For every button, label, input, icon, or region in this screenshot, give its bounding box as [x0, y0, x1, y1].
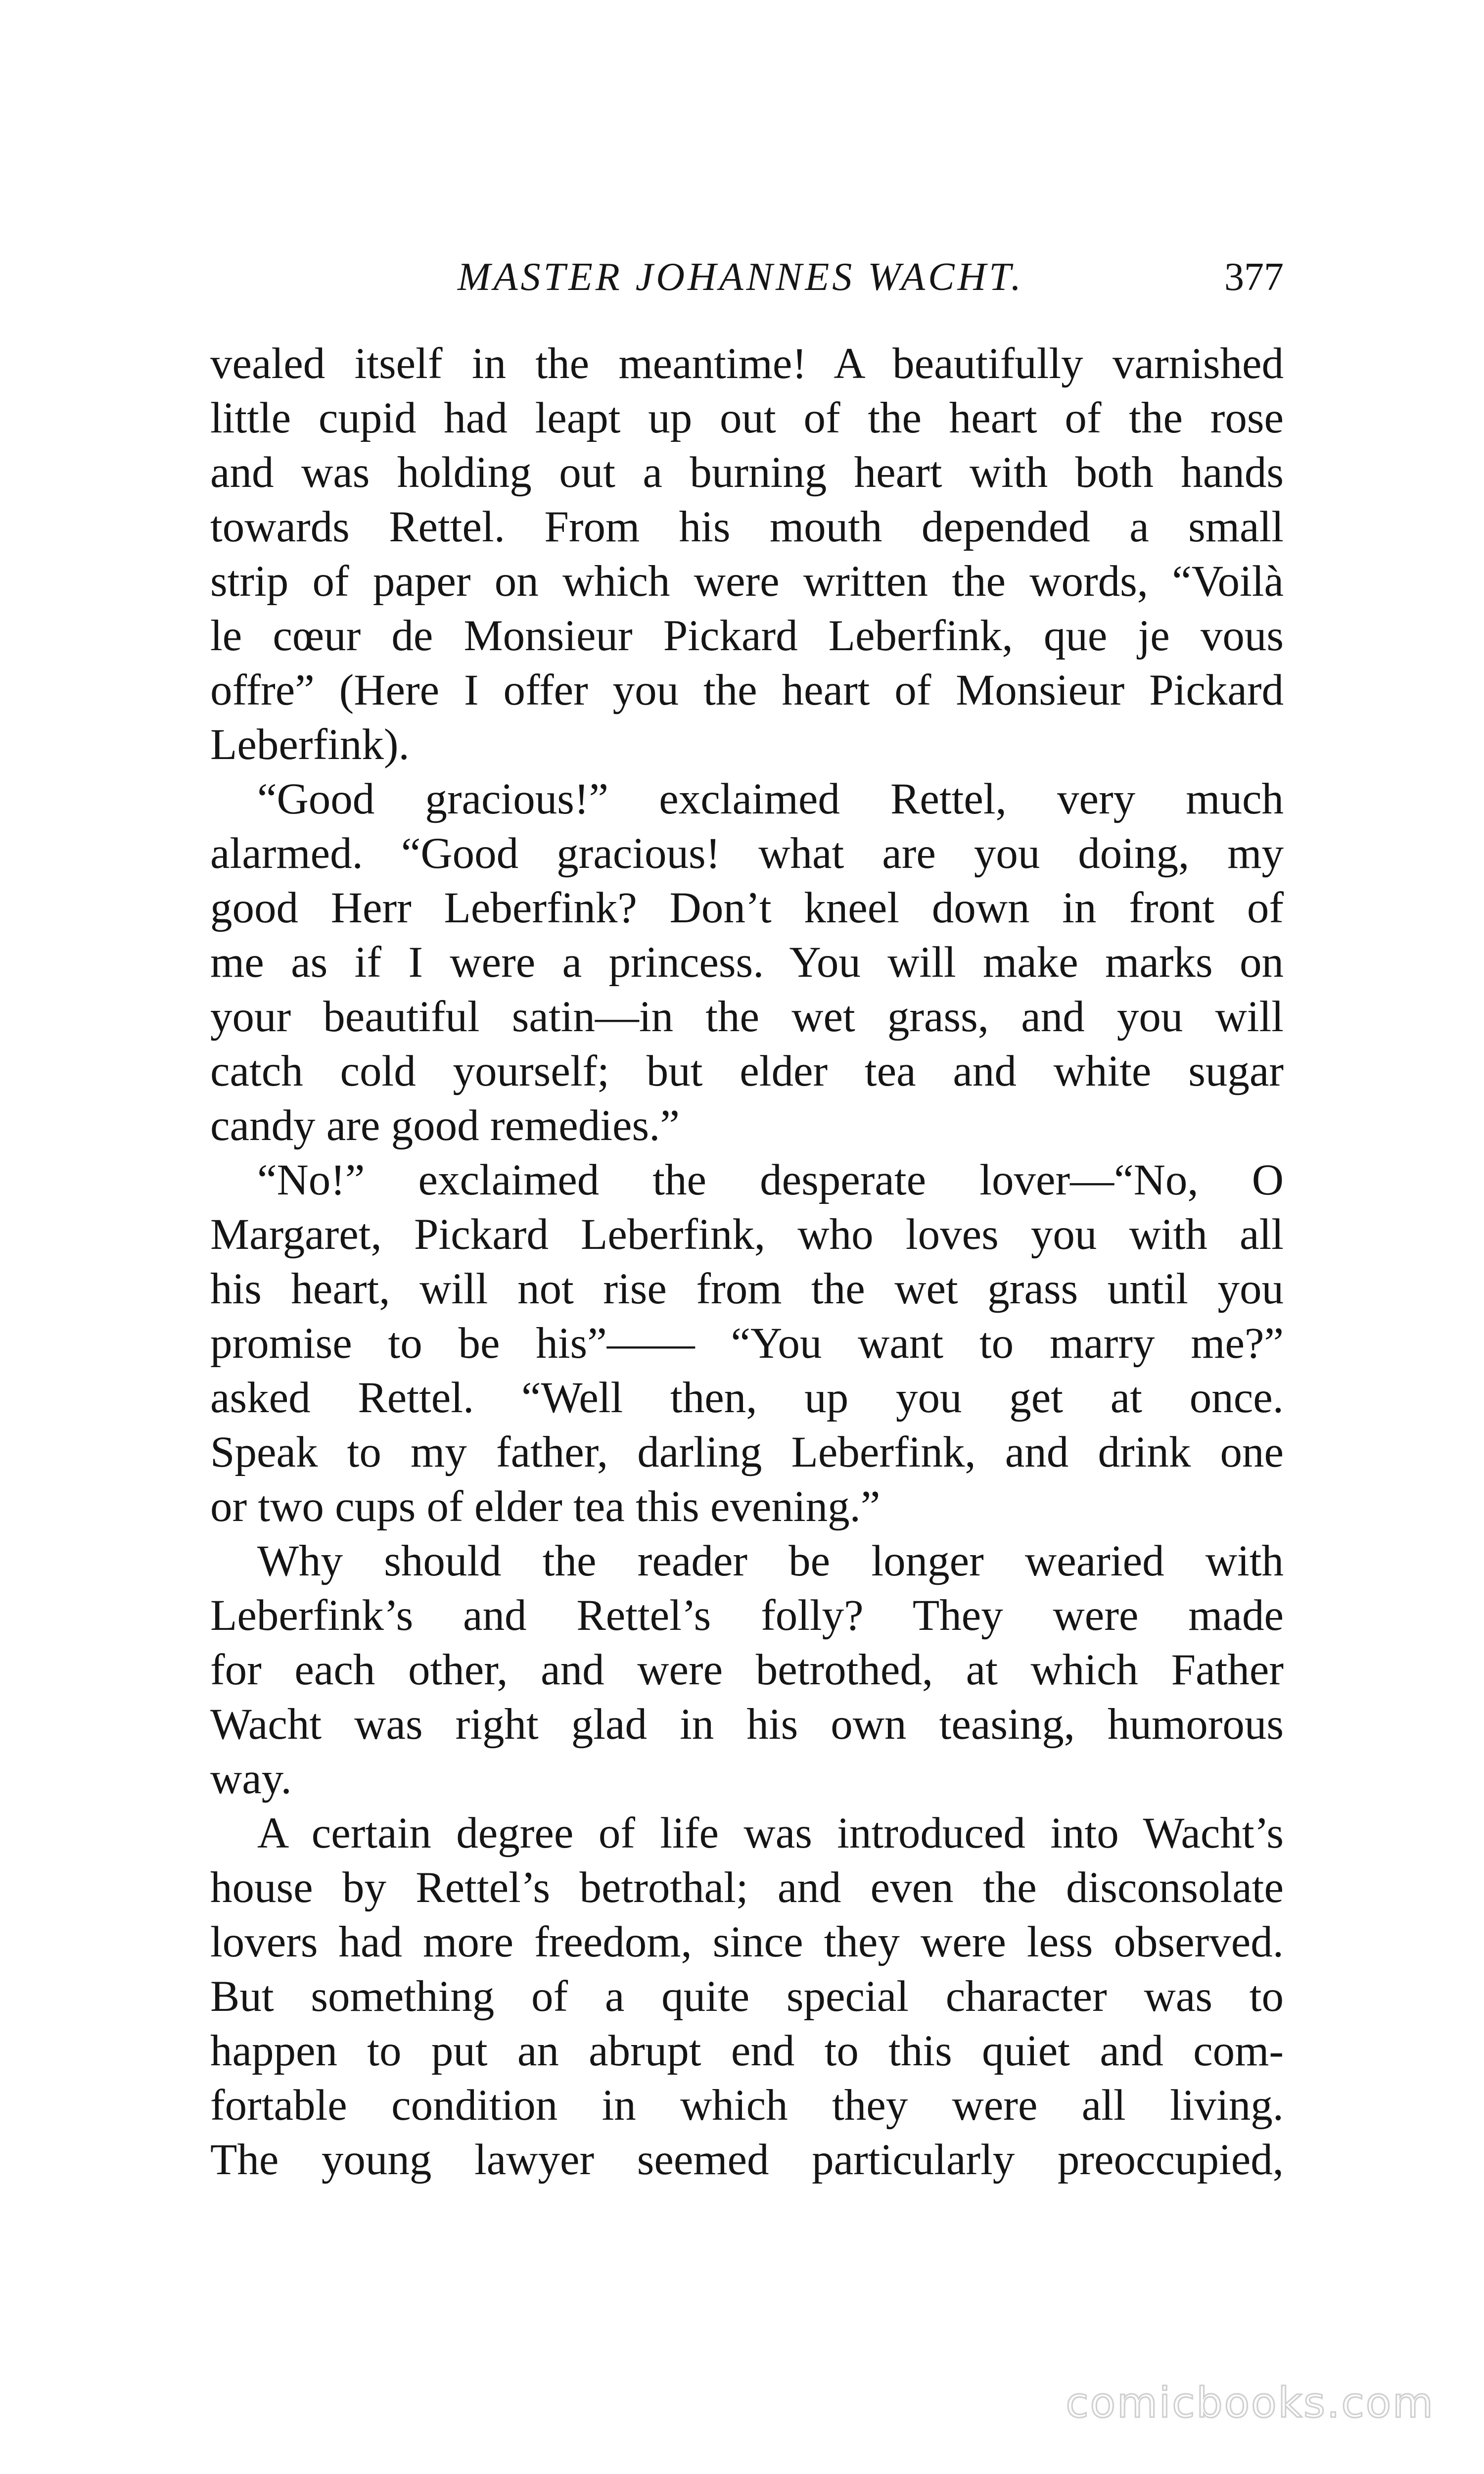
- text-line: promise to be his”—— “You want to marry me?”: [210, 1319, 1284, 1368]
- running-head-title: MASTER JOHANNES WACHT.: [458, 255, 1024, 299]
- text-line: candy are good remedies.”: [210, 1101, 680, 1150]
- text-line: little cupid had leapt up out of the heart of the rose: [210, 394, 1284, 442]
- text-line: way.: [210, 1755, 292, 1803]
- body-text: [210, 336, 1284, 2187]
- text-line: offre” (Here I offer you the heart of Monsieur Pickard: [210, 666, 1284, 714]
- text-line: house by Rettel’s betrothal; and even the disconsolate: [210, 1863, 1284, 1912]
- text-line: happen to put an abrupt end to this quiet and com-: [210, 2027, 1284, 2075]
- text-line: Wacht was right glad in his own teasing, humorous: [210, 1700, 1284, 1749]
- text-line: Speak to my father, darling Leberfink, and drink one: [210, 1428, 1284, 1476]
- page-number: 377: [1224, 255, 1284, 299]
- running-head: [210, 250, 1284, 304]
- watermark: comicbooks.com: [1066, 2379, 1435, 2427]
- text-line: good Herr Leberfink? Don’t kneel down in front of: [210, 884, 1284, 932]
- text-line: his heart, will not rise from the wet grass until you: [210, 1265, 1284, 1313]
- text-line: Why should the reader be longer wearied with: [257, 1537, 1284, 1585]
- text-line: strip of paper on which were written the words, “Voilà: [210, 557, 1284, 606]
- text-line: “No!” exclaimed the desperate lover—“No, O: [257, 1156, 1284, 1204]
- text-line: me as if I were a princess. You will make marks on: [210, 938, 1284, 987]
- text-line: alarmed. “Good gracious! what are you doing, my: [210, 829, 1284, 878]
- text-line: towards Rettel. From his mouth depended a small: [210, 503, 1284, 551]
- text-line: catch cold yourself; but elder tea and white sugar: [210, 1047, 1284, 1095]
- text-line: Margaret, Pickard Leberfink, who loves you with all: [210, 1210, 1284, 1259]
- text-line: But something of a quite special character was to: [210, 1972, 1284, 2021]
- text-line: le cœur de Monsieur Pickard Leberfink, que je vous: [210, 612, 1284, 660]
- text-line: your beautiful satin—in the wet grass, and you will: [210, 993, 1284, 1041]
- text-line: “Good gracious!” exclaimed Rettel, very much: [257, 775, 1284, 823]
- text-line: vealed itself in the meantime! A beautifully varnished: [210, 339, 1284, 388]
- text-line: lovers had more freedom, since they were less observed.: [210, 1918, 1284, 1966]
- text-line: for each other, and were betrothed, at which Father: [210, 1646, 1284, 1694]
- text-line: asked Rettel. “Well then, up you get at once.: [210, 1374, 1284, 1422]
- text-line: and was holding out a burning heart with both hands: [210, 448, 1284, 497]
- text-line: Leberfink’s and Rettel’s folly? They were made: [210, 1591, 1284, 1640]
- text-line: The young lawyer seemed particularly preoccupied,: [210, 2136, 1284, 2184]
- text-line: fortable condition in which they were all living.: [210, 2081, 1284, 2130]
- text-line: or two cups of elder tea this evening.”: [210, 1482, 881, 1531]
- text-line: A certain degree of life was introduced into Wacht’s: [257, 1809, 1284, 1857]
- text-line: Leberfink).: [210, 720, 410, 769]
